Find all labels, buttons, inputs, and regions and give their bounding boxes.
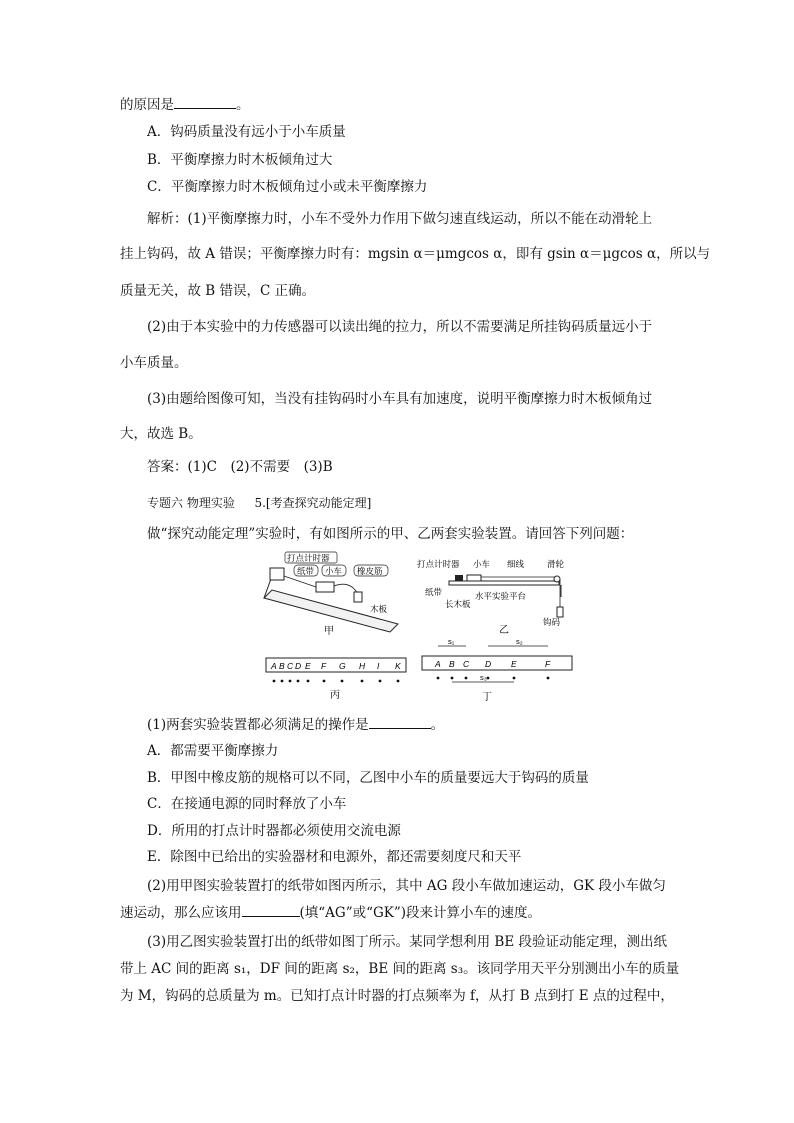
solution-1c: 质量无关，故 B 错误，C 正确。 xyxy=(120,283,316,299)
yi-board-shape xyxy=(449,581,559,585)
yi-weights-shape xyxy=(557,607,563,617)
ding-dot-D xyxy=(487,677,490,680)
bing-dot-A xyxy=(273,680,276,683)
option-b: B．平衡摩擦力时木板倾角过大 xyxy=(147,152,333,168)
solution-3b: 大，故选 B。 xyxy=(120,426,202,442)
solution-3a: (3)由题给图像可知，当没有挂钩码时小车具有加速度，说明平衡摩擦力时木板倾角过 xyxy=(147,391,653,407)
bing-caption: 丙 xyxy=(330,690,340,700)
bing-dot-D xyxy=(297,680,300,683)
answer-summary: 答案：(1)C (2)不需要 (3)B xyxy=(147,459,333,475)
bing-dot-G xyxy=(341,680,344,683)
q5-option-e: E．除图中已给出的实验器材和电源外，都还需要刻度尺和天平 xyxy=(147,849,522,865)
figure-ding xyxy=(418,634,578,704)
section-title: 专题六 物理实验 xyxy=(147,496,235,510)
figure-bing xyxy=(262,650,412,700)
ding-label-C: C xyxy=(463,659,470,669)
bing-label-A: A xyxy=(271,661,277,671)
yi-caption: 乙 xyxy=(499,625,509,636)
jia-timer-label: 打点计时器 xyxy=(287,553,330,563)
ding-s2-label: s₂ xyxy=(516,637,523,646)
section-header xyxy=(147,493,371,513)
ding-s1-label: s₁ xyxy=(448,637,455,646)
answer-blank[interactable] xyxy=(174,96,236,109)
yi-string-label: 细线 xyxy=(507,559,525,569)
jia-rubber-label: 橡皮筋 xyxy=(357,566,383,576)
bing-label-I: I xyxy=(377,661,380,671)
q5-part2b: 速运动，那么应该用 (填“AG”或“GK”)段来计算小车的速度。 xyxy=(120,905,542,921)
q5-part1: (1)两套实验装置都必须满足的操作是 。 xyxy=(147,717,445,733)
answer-line: 的原因是 。 xyxy=(120,97,250,113)
bing-label-E: E xyxy=(305,661,311,671)
ding-label-A: A xyxy=(435,659,441,669)
q5-part1-blank[interactable] xyxy=(369,716,431,729)
solution-1a: 解析：(1)平衡摩擦力时，小车不受外力作用下做匀速直线运动，所以不能在动滑轮上 xyxy=(147,211,653,227)
ding-caption: 丁 xyxy=(482,692,492,703)
option-c: C．平衡摩擦力时木板倾角过小或未平衡摩擦力 xyxy=(147,179,428,195)
ding-dot-C xyxy=(465,677,468,680)
yi-cart-shape xyxy=(467,575,481,581)
question-intro: 做“探究动能定理”实验时，有如图所示的甲、乙两套实验装置。请回答下列问题： xyxy=(147,526,634,542)
q5-part2a: (2)用甲图实验装置打的纸带如图丙所示，其中 AG 段小车做加速运动，GK 段小车做匀 xyxy=(147,878,666,894)
solution-2b: 小车质量。 xyxy=(120,355,188,371)
q5-option-b: B．甲图中橡皮筋的规格可以不同，乙图中小车的质量要远大于钩码的质量 xyxy=(147,770,589,786)
bing-dot-F xyxy=(323,680,326,683)
q5-part3b: 带上 AC 间的距离 s₁，DF 间的距离 s₂，BE 间的距离 s₃。该同学用天平分别测出小车的质量 xyxy=(120,961,680,977)
yi-platform-label: 水平实验平台 xyxy=(475,591,527,601)
q5-option-a: A．都需要平衡摩擦力 xyxy=(147,743,279,759)
bing-dot-C xyxy=(289,680,292,683)
jia-cart-label: 小车 xyxy=(325,566,343,576)
yi-pulley-label: 滑轮 xyxy=(547,559,565,569)
ding-s3-label: s₃ xyxy=(480,673,487,682)
bing-label-G: G xyxy=(339,661,346,671)
ding-label-D: D xyxy=(485,659,492,669)
jia-tape-label: 纸带 xyxy=(297,566,315,576)
yi-pulley-shape xyxy=(554,576,560,582)
jia-timer-shape xyxy=(270,568,284,580)
ding-dot-E xyxy=(513,677,516,680)
ding-dot-A xyxy=(437,677,440,680)
bing-label-K: K xyxy=(395,661,401,671)
jia-cart-shape xyxy=(316,582,334,592)
figure-yi xyxy=(415,555,575,637)
jia-tape-line xyxy=(284,576,316,587)
q5-part3a: (3)用乙图实验装置打出的纸带如图丁所示。某同学想利用 BE 段验证动能定理，测出纸 xyxy=(147,934,667,950)
jia-peg xyxy=(354,592,362,602)
bing-dot-E xyxy=(307,680,310,683)
solution-1b: 挂上钩码，故 A 错误；平衡摩擦力时有：mgsin α＝μmgcos α，即有 gsin α＝μgcos α，所以与 xyxy=(120,246,711,262)
q5-part3c: 为 M，钩码的总质量为 m。已知打点计时器的打点频率为 f，从打 B 点到打 E 点的过程中， xyxy=(120,988,674,1004)
solution-2a: (2)由于本实验中的力传感器可以读出绳的拉力，所以不需要满足所挂钩码质量远小于 xyxy=(147,319,653,335)
ding-label-B: B xyxy=(449,659,455,669)
jia-caption: 甲 xyxy=(324,626,334,637)
ding-dot-B xyxy=(451,677,454,680)
bing-dot-B xyxy=(281,680,284,683)
ding-label-F: F xyxy=(545,659,551,669)
bing-dot-K xyxy=(397,680,400,683)
yi-tape-label: 纸带 xyxy=(425,587,443,597)
question-tag: 5.[考查探究动能定理] xyxy=(254,496,372,510)
bing-label-B: B xyxy=(279,661,285,671)
yi-timer-label: 打点计时器 xyxy=(417,559,460,569)
bing-label-H: H xyxy=(359,661,366,671)
yi-timer-shape xyxy=(455,575,463,581)
q5-option-c: C．在接通电源的同时释放了小车 xyxy=(147,796,347,812)
q5-part2-blank[interactable] xyxy=(242,904,300,917)
yi-weights-label: 钩码 xyxy=(543,617,561,627)
bing-label-D: D xyxy=(295,661,302,671)
bing-label-F: F xyxy=(321,661,327,671)
figure-jia xyxy=(258,550,408,640)
jia-board-label: 木板 xyxy=(370,604,388,614)
bing-label-C: C xyxy=(287,661,294,671)
ding-label-E: E xyxy=(511,659,517,669)
bing-dot-H xyxy=(361,680,364,683)
bing-dot-I xyxy=(379,680,382,683)
ding-dot-F xyxy=(547,677,550,680)
q5-option-d: D．所用的打点计时器都必须使用交流电源 xyxy=(147,823,401,839)
yi-cart-label: 小车 xyxy=(473,559,491,569)
option-a: A．钩码质量没有远小于小车质量 xyxy=(147,124,346,140)
yi-board-label: 长木板 xyxy=(445,599,471,609)
